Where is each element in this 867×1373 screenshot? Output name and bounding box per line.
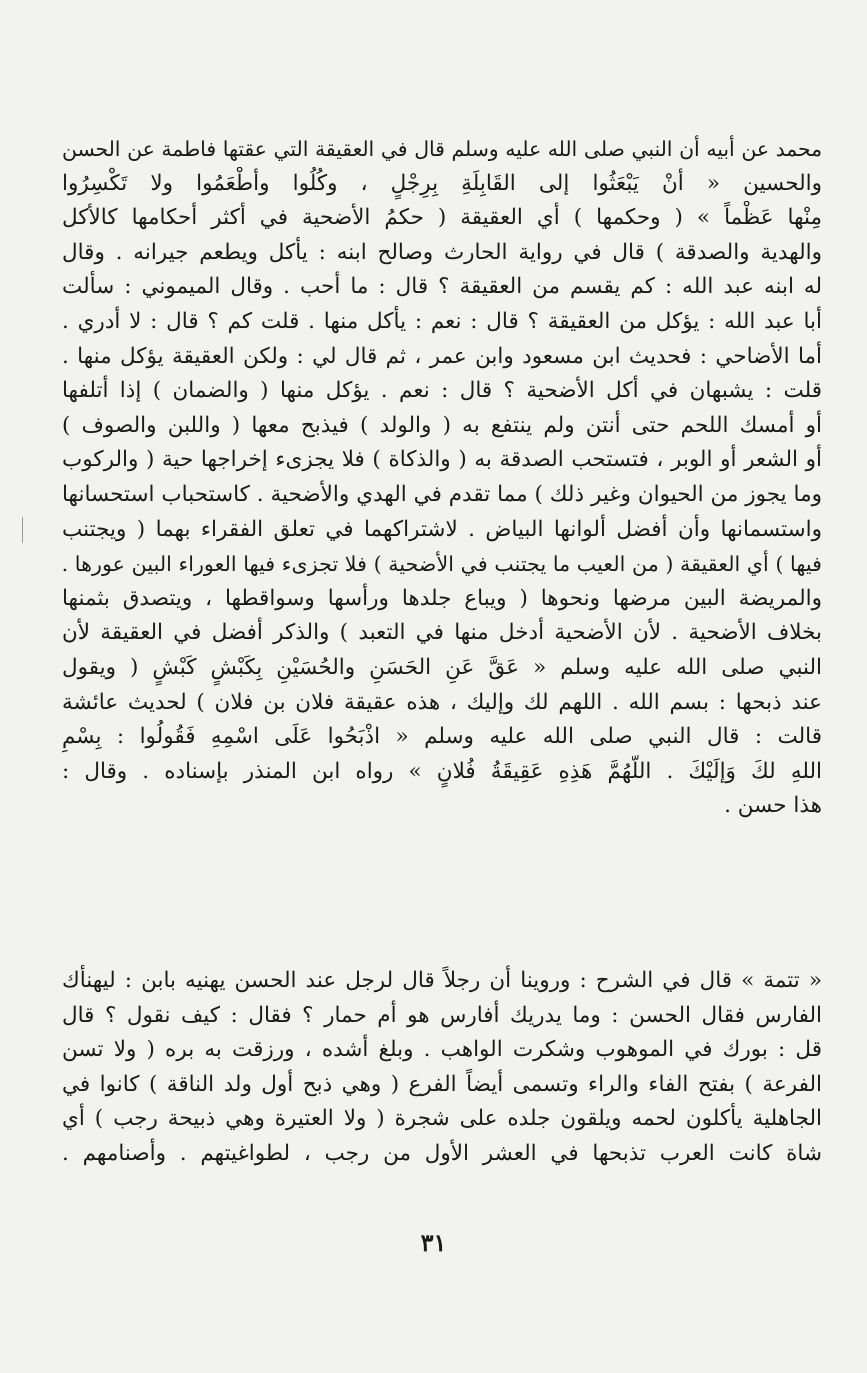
- text-line: وما يجوز من الحيوان وغير ذلك ) مما تقدم في الهدي والأضحية . كاستحباب استحسانها: [62, 481, 822, 507]
- text-line: أو أمسك اللحم حتى أنتن ولم ينتفع به ( والولد ) فيذبح معها ( واللبن والصوف ): [62, 412, 822, 438]
- text-line: له ابنه عبد الله : كم يقسم من العقيقة ؟ قال : ما أحب . وقال الميموني : سألت: [62, 274, 822, 300]
- text-line: أو الشعر أو الوبر ، فتستحب الصدقة به ( والذكاة ) فلا يجزىء إخراجها حية ( والركوب: [62, 447, 822, 473]
- text-line: الفرعة ) بفتح الفاء والراء وتسمى أيضاً الفرع ( وهي ذبح أول ولد الناقة ) كانوا في: [62, 1071, 822, 1097]
- text-line: مِنْها عَظْماً » ( وحكمها ) أي العقيقة ( حكمُ الأضحية في أكثر أحكامها كالأكل: [62, 205, 822, 231]
- text-line: هذا حسن .: [724, 793, 822, 819]
- paragraph-supplement: [62, 964, 822, 1172]
- text-line: شاة كانت العرب تذبحها في العشر الأول من رجب ، لطواغيتهم . وأصنامهم .: [62, 1140, 822, 1166]
- margin-mark: [22, 517, 23, 543]
- text-line: والمريضة البين مرضها ونحوها ( ويباع جلدها ورأسها وسواقطها ، ويتصدق بثمنها: [62, 585, 822, 611]
- text-line: قالت : قال النبي صلى الله عليه وسلم « اذْبَحُوا عَلَى اسْمِهِ فَقُولُوا : بِسْمِ: [62, 724, 822, 750]
- text-line: قل : بورك في الموهوب وشكرت الواهب . وبلغ أشده ، ورزقت به بره ( ولا تسن: [62, 1037, 822, 1063]
- text-line: النبي صلى الله عليه وسلم « عَقَّ عَنِ الحَسَنِ والحُسَيْنِ بِكَبْشٍ كَبْشٍ ( ويقول: [62, 654, 822, 680]
- text-line: أبا عبد الله : يؤكل من العقيقة ؟ قال : نعم : يأكل منها . قلت كم ؟ قال : لا أدري .: [62, 308, 822, 334]
- paragraph-main: [62, 132, 822, 824]
- text-line: محمد عن أبيه أن النبي صلى الله عليه وسلم قال في العقيقة التي عقتها فاطمة عن الحسن: [62, 137, 822, 161]
- text-line: الفارس فقال الحسن : وما يدريك أفارس هو أم حمار ؟ فقال : كيف نقول ؟ قال: [62, 1002, 822, 1028]
- text-line: اللهِ لكَ وَإلَيْكَ . اللَّهُمَّ هَذِهِ عَقِيقَةُ فُلانٍ » رواه ابن المنذر بإسناده . وقال :: [62, 758, 822, 784]
- text-line: والهدية والصدقة ) قال في رواية الحارث وصالح ابنه : يأكل ويطعم جيرانه . وقال: [62, 239, 822, 265]
- text-line: قلت : يشبهان في أكل الأضحية ؟ قال : نعم . يؤكل منها ( والضمان ) إذا أتلفها: [62, 378, 822, 404]
- text-line: عند ذبحها : بسم الله . اللهم لك وإليك ، هذه عقيقة فلان بن فلان ) لحديث عائشة: [62, 689, 822, 715]
- page-number: ٣١: [420, 1228, 447, 1257]
- text-line: « تتمة » قال في الشرح : وروينا أن رجلاً قال لرجل عند الحسن يهنيه بابن : ليهنأك: [62, 968, 822, 993]
- text-line: الجاهلية يأكلون لحمه ويلقون جلده على شجرة ( ولا العتيرة وهي ذبيحة رجب ) أي: [62, 1106, 822, 1132]
- text-line: بخلاف الأضحية . لأن الأضحية أدخل منها في التعبد ) والذكر أفضل في العقيقة لأن: [62, 620, 822, 646]
- text-line: واستسمانها وأن أفضل ألوانها البياض . لاشتراكهما في تعلق الفقراء بهما ( ويجتنب: [62, 516, 822, 542]
- text-line: والحسين « أنْ يَبْعَثُوا إلى القَابِلَةِ بِرِجْلٍ ، وكُلُوا وأطْعَمُوا ولا تَكْسِرُوا: [62, 170, 822, 196]
- text-line: أما الأضاحي : فحديث ابن مسعود وابن عمر ، ثم قال لي : ولكن العقيقة يؤكل منها .: [62, 343, 822, 369]
- text-line: فيها ) أي العقيقة ( من العيب ما يجتنب في الأضحية ) فلا تجزىء فيها العوراء البين عورها .: [62, 552, 822, 577]
